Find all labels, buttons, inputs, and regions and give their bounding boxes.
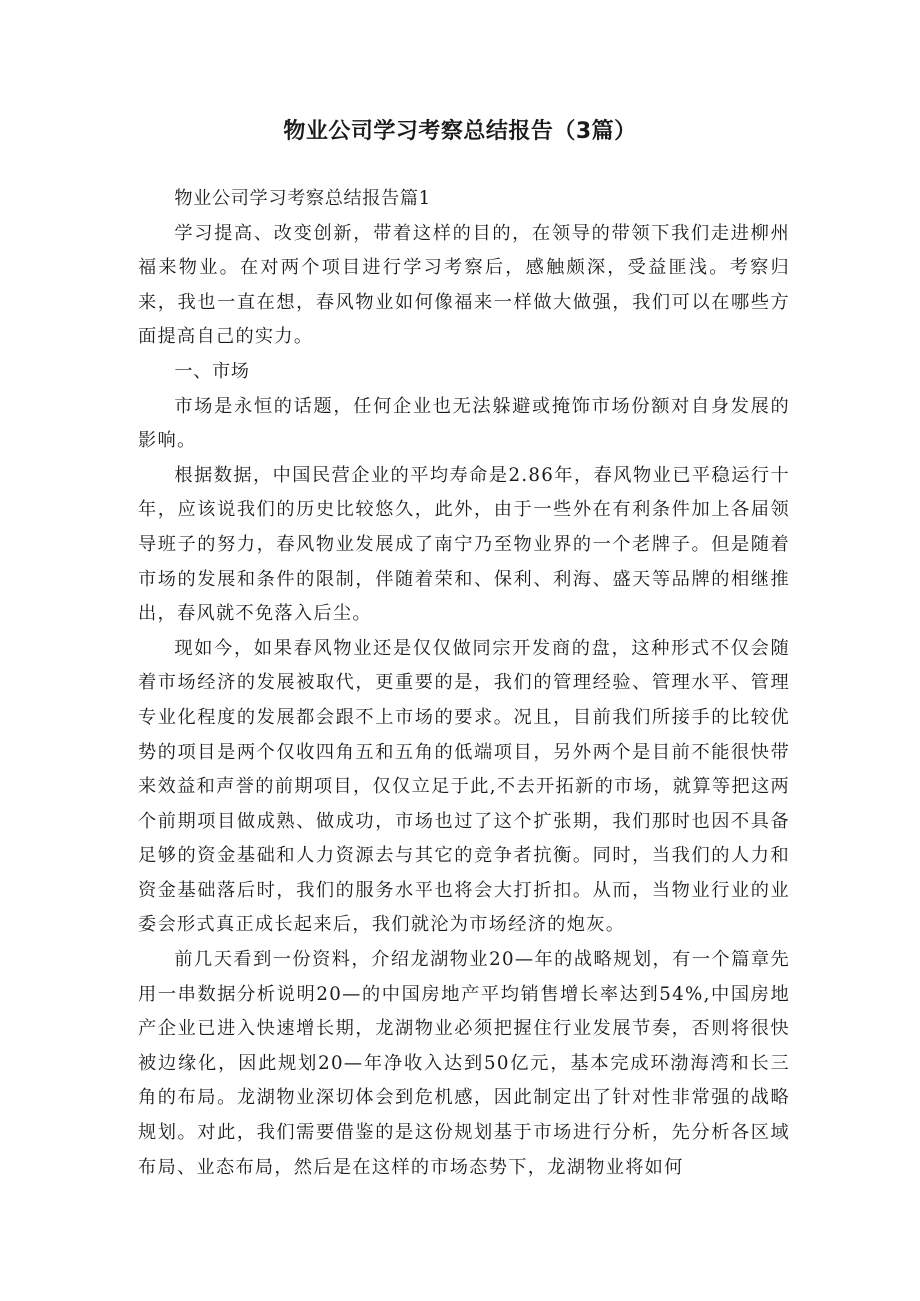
paragraph-longhu-strategy: 前几天看到一份资料，介绍龙湖物业20—年的战略规划，有一个篇章先用一串数据分析说明20—的中国房地产平均销售增长率达到54%,中国房地产企业已进入快速增长期，龙湖物业必须把握住行业发展节奏，否则将很快被边缘化，因此规划20—年净收入达到50亿元，基本完成环渤海湾和长三角的布局。龙湖物业深切体会到危机感，因此制定出了针对性非常强的战略规划。对此，我们需要借鉴的是这份规划基于市场进行分析，先分析各区域布局、业态布局，然后是在这样的市场态势下，龙湖物业将如何 [138, 949, 790, 1178]
paragraph-market-topic: 市场是永恒的话题，任何企业也无法躲避或掩饰市场份额对自身发展的影响。 [138, 395, 790, 452]
paragraph-market-data: 根据数据，中国民营企业的平均寿命是2.86年，春风物业已平稳运行十年，应该说我们的历史比较悠久，此外，由于一些外在有利条件加上各届领导班子的努力，春风物业发展成了南宁乃至物业界的一个老牌子。但是随着市场的发展和条件的限制，伴随着荣和、保利、利海、盛天等品牌的相继推出，春风就不免落入后尘。 [138, 464, 790, 625]
section-heading-part-1: 物业公司学习考察总结报告篇1 [174, 188, 431, 209]
paragraph-current-situation: 现如今，如果春风物业还是仅仅做同宗开发商的盘，这种形式不仅会随着市场经济的发展被取代，更重要的是，我们的管理经验、管理水平、管理专业化程度的发展都会跟不上市场的要求。况且，目前我们所接手的比较优势的项目是两个仅收四角五和五角的低端项目，另外两个是目前不能很快带来效益和声誉的前期项目，仅仅立足于此,不去开拓新的市场，就算等把这两个前期项目做成熟、做成功，市场也过了这个扩张期，我们那时也因不具备足够的资金基础和人力资源去与其它的竞争者抗衡。同时，当我们的人力和资金基础落后时，我们的服务水平也将会大打折扣。从而，当物业行业的业委会形式真正成长起来后，我们就沦为市场经济的炮灰。 [138, 637, 790, 936]
document-body [138, 182, 790, 1185]
document-title: 物业公司学习考察总结报告（3篇） [283, 119, 637, 144]
section-heading-market: 一、市场 [174, 360, 250, 382]
paragraph-intro: 学习提高、改变创新，带着这样的目的，在领导的带领下我们走进柳州福来物业。在对两个项目进行学习考察后，感触颇深，受益匪浅。考察归来，我也一直在想，春风物业如何像福来一样做大做强，我们可以在哪些方面提高自己的实力。 [138, 222, 790, 348]
